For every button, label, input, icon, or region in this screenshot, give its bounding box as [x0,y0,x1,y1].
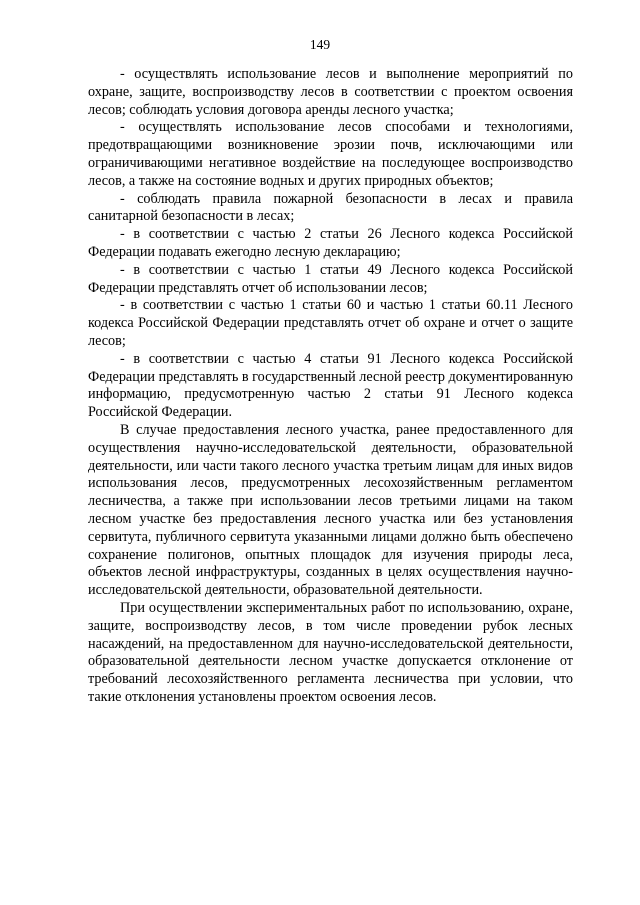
page-number: 149 [309,37,331,52]
list-item-obligation-protection-report: - в соответствии с частью 1 статьи 60 и частью 1 статьи 60.11 Лесного кодекса Российской Федерации представлять отчет об охране и отчет о защите лесов; [88,297,573,349]
paragraph-third-party-use: В случае предоставления лесного участка, ранее предоставленного для осуществления научно-исследовательской деятельности, образовательной деятельности, или части такого лесного участка третьим лицам для иных видов использования лесов, предусмотренных лесохозяйственным регламентом лесничества, а также при использовании лесов третьими лицами на таком лесном участке без предоставления лесного участка или без установления сервитута, публичного сервитута указанными лицами должно быть обеспечено сохранение полигонов, опытных площадок для изучения природы леса, объектов лесной инфраструктуры, созданных в целях осуществления научно-исследовательской деятельности, образовательной деятельности. [88,421,573,599]
list-item-obligation-forest-declaration: - в соответствии с частью 2 статьи 26 Лесного кодекса Российской Федерации подавать ежегодно лесную декларацию; [88,226,573,260]
list-item-obligation-fire-safety: - соблюдать правила пожарной безопасности в лесах и правила санитарной безопасности в лесах; [88,190,573,225]
document-body [88,66,573,707]
list-item-obligation-erosion-prevention: - осуществлять использование лесов способами и технологиями, предотвращающими возникновение эрозии почв, исключающими или ограничивающими негативное воздействие на последующее воспроизводство лесов, а также на состояние водных и других природных объектов; [88,119,573,189]
paragraph-experimental-works: При осуществлении экспериментальных работ по использованию, охране, защите, воспроизводству лесов, в том числе проведении рубок лесных насаждений, на предоставленном для научно-исследовательской деятельности, образовательной деятельности лесном участке допускается отклонение от требований лесохозяйственного регламента лесничества при условии, что такие отклонения установлены проектом освоения лесов. [88,599,573,705]
list-item-obligation-usage-report: - в соответствии с частью 1 статьи 49 Лесного кодекса Российской Федерации представлять отчет об использовании лесов; [88,261,573,296]
list-item-obligation-forest-registry: - в соответствии с частью 4 статьи 91 Лесного кодекса Российской Федерации представлять в государственный лесной реестр документированную информацию, предусмотренную частью 2 статьи 91 Лесного кодекса Российской Федерации. [88,350,573,421]
list-item-obligation-forest-use: - осуществлять использование лесов и выполнение мероприятий по охране, защите, воспроизводству лесов в соответствии с проектом освоения лесов; соблюдать условия договора аренды лесного участка; [88,66,573,118]
